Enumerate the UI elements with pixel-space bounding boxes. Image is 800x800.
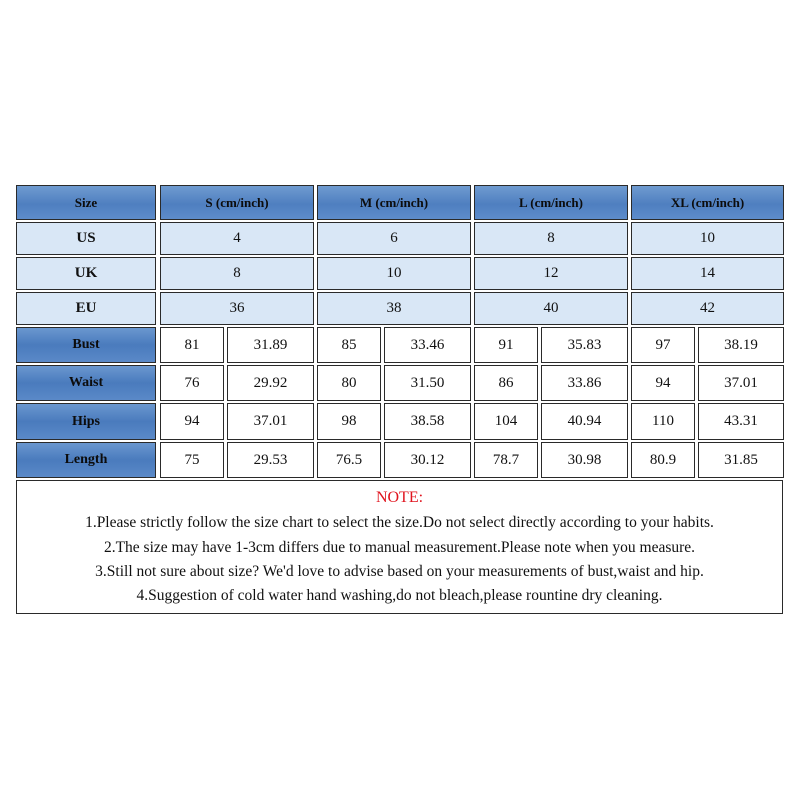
- row-label-us: US: [16, 222, 156, 255]
- row-label-hips: Hips: [16, 403, 156, 440]
- uk-l: 12: [474, 257, 628, 290]
- us-s: 4: [160, 222, 314, 255]
- bust-l-cm: 91: [474, 327, 538, 363]
- row-label-eu: EU: [16, 292, 156, 325]
- us-xl: 10: [631, 222, 784, 255]
- hips-xl-cm: 110: [631, 403, 695, 440]
- eu-m: 38: [317, 292, 471, 325]
- note-line-1: 1.Please strictly follow the size chart to select the size.Do not select directly according to your habits.: [85, 514, 714, 531]
- eu-l: 40: [474, 292, 628, 325]
- length-m-inch: 30.12: [384, 442, 471, 478]
- row-label-uk: UK: [16, 257, 156, 290]
- bust-m-cm: 85: [317, 327, 381, 363]
- waist-l-inch: 33.86: [541, 365, 628, 401]
- note-line-2: 2.The size may have 1-3cm differs due to manual measurement.Please note when you measure.: [103, 539, 696, 556]
- length-m-cm: 76.5: [317, 442, 381, 478]
- bust-xl-inch: 38.19: [698, 327, 784, 363]
- waist-s-cm: 76: [160, 365, 224, 401]
- bust-s-inch: 31.89: [227, 327, 314, 363]
- hips-m-inch: 38.58: [384, 403, 471, 440]
- uk-m: 10: [317, 257, 471, 290]
- waist-m-cm: 80: [317, 365, 381, 401]
- row-label-bust: Bust: [16, 327, 156, 363]
- row-label-length: Length: [16, 442, 156, 478]
- length-xl-cm: 80.9: [631, 442, 695, 478]
- header-size: Size: [16, 185, 156, 220]
- us-m: 6: [317, 222, 471, 255]
- note-title: NOTE:: [375, 489, 424, 506]
- waist-s-inch: 29.92: [227, 365, 314, 401]
- length-xl-inch: 31.85: [698, 442, 784, 478]
- length-l-cm: 78.7: [474, 442, 538, 478]
- bust-l-inch: 35.83: [541, 327, 628, 363]
- uk-s: 8: [160, 257, 314, 290]
- us-l: 8: [474, 222, 628, 255]
- waist-l-cm: 86: [474, 365, 538, 401]
- eu-xl: 42: [631, 292, 784, 325]
- header-m: M (cm/inch): [317, 185, 471, 220]
- bust-xl-cm: 97: [631, 327, 695, 363]
- waist-m-inch: 31.50: [384, 365, 471, 401]
- note-line-4: 4.Suggestion of cold water hand washing,do not bleach,please rountine dry cleaning.: [136, 587, 663, 604]
- hips-l-inch: 40.94: [541, 403, 628, 440]
- bust-s-cm: 81: [160, 327, 224, 363]
- bust-m-inch: 33.46: [384, 327, 471, 363]
- hips-s-cm: 94: [160, 403, 224, 440]
- header-l: L (cm/inch): [474, 185, 628, 220]
- hips-m-cm: 98: [317, 403, 381, 440]
- hips-l-cm: 104: [474, 403, 538, 440]
- header-s: S (cm/inch): [160, 185, 314, 220]
- note-box: [16, 480, 783, 614]
- row-label-waist: Waist: [16, 365, 156, 401]
- uk-xl: 14: [631, 257, 784, 290]
- waist-xl-inch: 37.01: [698, 365, 784, 401]
- length-s-cm: 75: [160, 442, 224, 478]
- hips-s-inch: 37.01: [227, 403, 314, 440]
- hips-xl-inch: 43.31: [698, 403, 784, 440]
- waist-xl-cm: 94: [631, 365, 695, 401]
- header-xl: XL (cm/inch): [631, 185, 784, 220]
- length-l-inch: 30.98: [541, 442, 628, 478]
- length-s-inch: 29.53: [227, 442, 314, 478]
- eu-s: 36: [160, 292, 314, 325]
- note-line-3: 3.Still not sure about size? We'd love to advise based on your measurements of bust,waist and hip.: [95, 563, 704, 580]
